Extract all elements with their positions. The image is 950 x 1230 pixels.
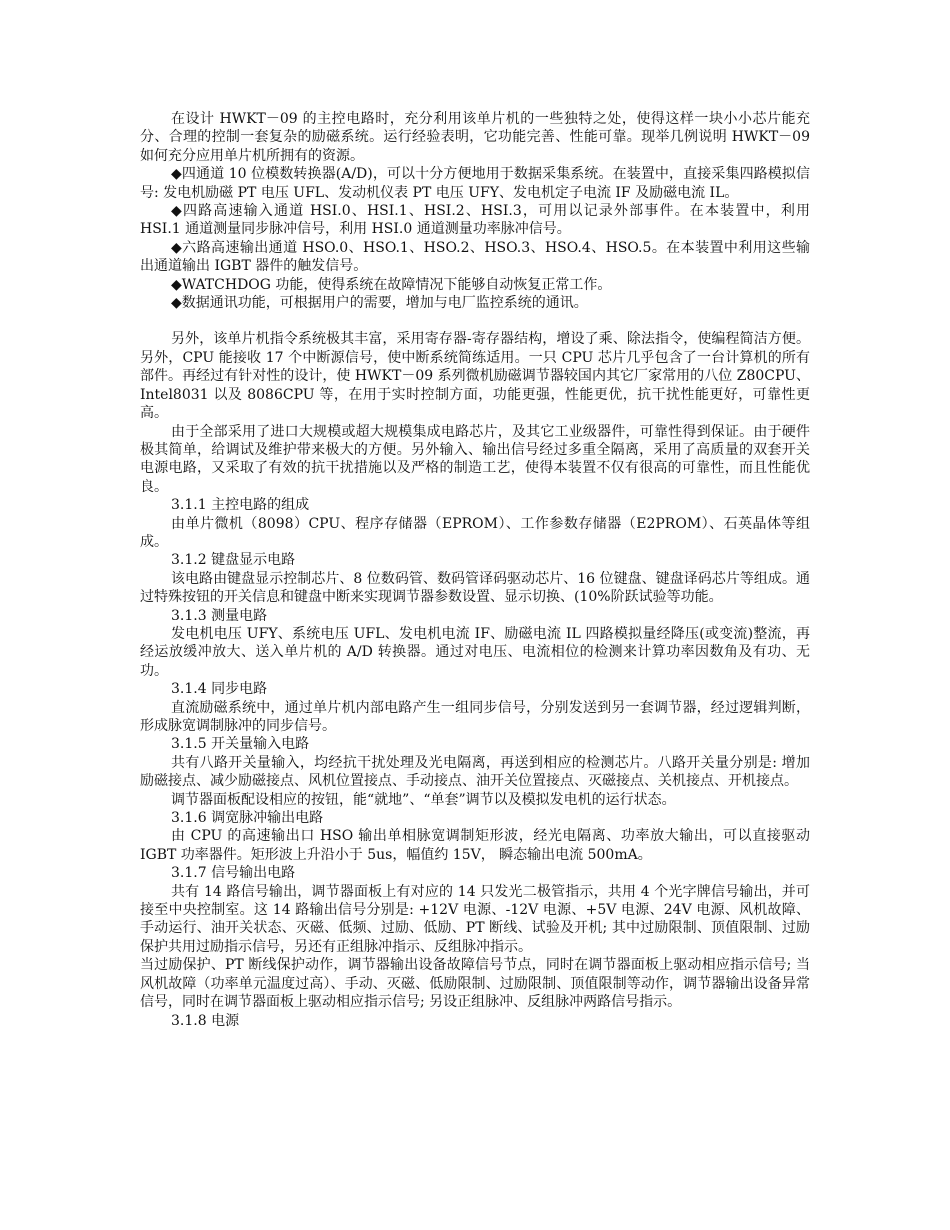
paragraph: ◆四通道 10 位模数转换器(A/D)，可以十分方便地用于数据采集系统。在装置中，直接采集四路模拟信号: 发电机励磁 PT 电压 UFL、发动机仪表 PT 电压 UFY、发电机定子电流 IF 及励磁电流 IL。 [140, 166, 810, 201]
paragraph: ◆WATCHDOG 功能，使得系统在故障情况下能够自动恢复正常工作。 [171, 276, 612, 293]
section-heading: 3.1.2 键盘显示电路 [171, 552, 296, 569]
section-heading: 3.1.6 调宽脉冲输出电路 [171, 810, 324, 827]
section-heading: 3.1.7 信号输出电路 [171, 865, 296, 882]
paragraph: ◆六路高速输出通道 HSO.0、HSO.1、HSO.2、HSO.3、HSO.4、HSO.5。在本装置中利用这些输出通道输出 IGBT 器件的触发信号。 [140, 239, 810, 275]
paragraph-spacer [140, 312, 810, 330]
paragraph: ◆四路高速输入通道 HSI.0、HSI.1、HSI.2、HSI.3，可用以记录外部事件。在本装置中，利用 HSI.1 通道测量同步脉冲信号，利用 HSI.0 通道测量功率脉冲信号。 [140, 203, 810, 238]
paragraph: ◆数据通讯功能，可根据用户的需要，增加与电厂监控系统的通讯。 [171, 295, 588, 312]
section-heading: 3.1.5 开关量输入电路 [171, 736, 310, 753]
paragraph: 共有八路开关量输入，均经抗干扰处理及光电隔离，再送到相应的检测芯片。八路开关量分别是: 增加励磁接点、减少励磁接点、风机位置接点、手动接点、油开关位置接点、灭磁接点、关机接点、开机接点。 [140, 754, 810, 790]
section-heading: 3.1.1 主控电路的组成 [171, 497, 310, 514]
paragraph: 由单片微机（8098）CPU、程序存储器（EPROM）、工作参数存储器（E2PROM）、石英晶体等组成。 [140, 515, 810, 550]
paragraph: 发电机电压 UFY、系统电压 UFL、发电机电流 IF、励磁电流 IL 四路模拟量经降压(或变流)整流，再经运放缓冲放大、送入单片机的 A/D 转换器。通过对电压、电流相位的检测来计算功率因数角及有功、无功。 [140, 625, 810, 679]
paragraph: 由 CPU 的高速输出口 HSO 输出单相脉宽调制矩形波，经光电隔离、功率放大输出，可以直接驱动 IGBT 功率器件。矩形波上升沿小于 5us，幅值约 15V， 瞬态输出电流 500mA。 [140, 828, 810, 863]
paragraph: 另外，该单片机指令系统极其丰富，采用寄存器-寄存器结构，增设了乘、除法指令，使编程简洁方便。另外，CPU 能接收 17 个中断源信号，使中断系统简练适用。一只 CPU 芯片几乎包含了一台计算机的所有部件。再经过有针对性的设计，使 HWKT－09 系列微机励磁调节器较国内其它厂家常用的八位 Z80CPU、Intel8031 以及 8086CPU 等，在用于实时控制方面，功能更强，性能更优，抗干扰性能更好，可靠性更高。 [140, 331, 810, 422]
paragraph: 直流励磁系统中，通过单片机内部电路产生一组同步信号，分别发送到另一套调节器，经过逻辑判断，形成脉宽调制脉冲的同步信号。 [140, 699, 810, 734]
paragraph: 调节器面板配设相应的按钮，能“就地”、“单套”调节以及模拟发电机的运行状态。 [171, 791, 676, 808]
paragraph: 共有 14 路信号输出，调节器面板上有对应的 14 只发光二极管指示，共用 4 个光字牌信号输出，并可接至中央控制室。这 14 路输出信号分别是: +12V 电源、-12V 电源、+5V 电源、24V 电源、风机故障、手动运行、油开关状态、灭磁、低频、过励、低励、PT 断线、试验及开机; 其中过励限制、顶值限制、过励保护共用过励指示信号，另还有正组脉冲指示、反组脉冲指示。 [140, 883, 810, 955]
section-heading: 3.1.4 同步电路 [171, 681, 268, 698]
section-heading: 3.1.3 测量电路 [171, 607, 268, 624]
paragraph: 由于全部采用了进口大规模或超大规模集成电路芯片，及其它工业级器件，可靠性得到保证。由于硬件极其简单，给调试及维护带来极大的方便。另外输入、输出信号经过多重全隔离，采用了高质量的双套开关电源电路，又采取了有效的抗干扰措施以及严格的制造工艺，使得本装置不仅有很高的可靠性，而且性能优良。 [140, 423, 810, 495]
paragraph: 该电路由键盘显示控制芯片、8 位数码管、数码管译码驱动芯片、16 位键盘、键盘译码芯片等组成。通过特殊按钮的开关信息和键盘中断来实现调节器参数设置、显示切换、(10%阶跃试验等功能。 [140, 570, 810, 606]
section-heading: 3.1.8 电源 [171, 1012, 240, 1029]
paragraph: 在设计 HWKT－09 的主控电路时，充分利用该单片机的一些独特之处，使得这样一块小小芯片能充分、合理的控制一套复杂的励磁系统。运行经验表明，它功能完善、性能可靠。现举几例说明 HWKT－09 如何充分应用单片机所拥有的资源。 [140, 111, 810, 164]
paragraph: 当过励保护、PT 断线保护动作，调节器输出设备故障信号节点，同时在调节器面板上驱动相应指示信号; 当风机故障（功率单元温度过高）、手动、灭磁、低励限制、过励限制、顶值限制等动作，调节器输出设备异常信号，同时在调节器面板上驱动相应指示信号; 另设正组脉冲、反组脉冲两路信号指示。 [140, 957, 810, 1011]
